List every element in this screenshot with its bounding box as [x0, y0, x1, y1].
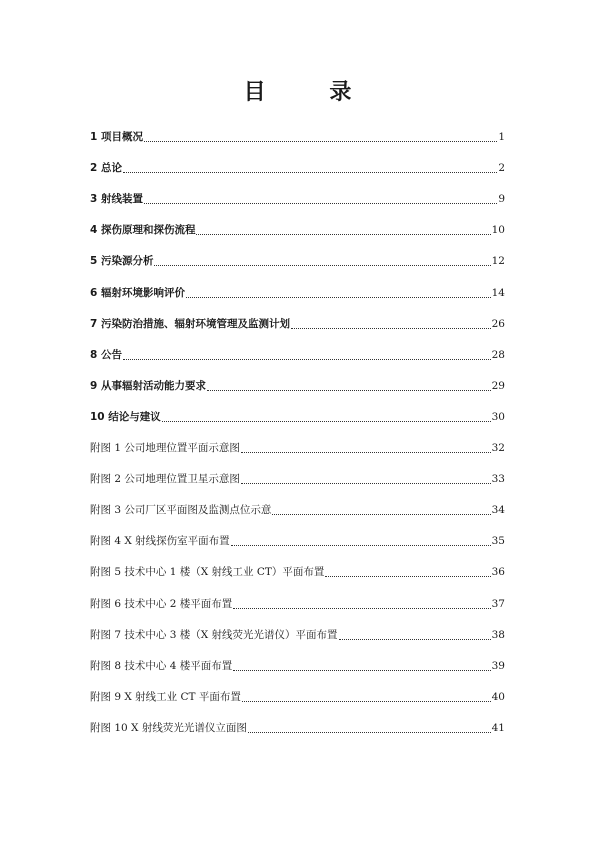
toc-page-number: 30: [491, 410, 505, 423]
toc-figure-entry[interactable]: [90, 675, 505, 706]
toc-entry-label: 6 辐射环境影响评价: [90, 286, 185, 299]
toc-entry-label: 附图 10 X 射线荧光光谱仪立面图: [90, 721, 247, 734]
toc-entry-label: 附图 4 X 射线探伤室平面布置: [90, 535, 230, 548]
toc-dot-leader: [291, 328, 491, 329]
toc-page-number: 10: [491, 224, 505, 237]
toc-dot-leader: [144, 203, 497, 204]
toc-entry-label: 8 公告: [90, 348, 122, 361]
toc-dot-leader: [154, 265, 490, 266]
toc-page-number: 32: [491, 442, 505, 455]
toc-entry-label: 4 探伤原理和探伤流程: [90, 224, 196, 237]
toc-page-number: 39: [491, 659, 505, 672]
toc-section-entry[interactable]: [90, 115, 505, 146]
toc-section-entry[interactable]: [90, 146, 505, 177]
toc-page-number: 1: [498, 131, 505, 144]
toc-entry-label: 1 项目概况: [90, 131, 143, 144]
toc-page-number: 2: [498, 162, 505, 175]
toc-section-entry[interactable]: [90, 302, 505, 333]
toc-page-number: 41: [491, 721, 505, 734]
toc-dot-leader: [248, 732, 491, 733]
toc-page-number: 37: [491, 597, 505, 610]
toc-figure-entry[interactable]: [90, 613, 505, 644]
toc-page-number: 26: [491, 317, 505, 330]
toc-entry-label: 附图 5 技术中心 1 楼（X 射线工业 CT）平面布置: [90, 566, 325, 579]
toc-page-number: 34: [491, 504, 505, 517]
toc-dot-leader: [231, 545, 491, 546]
toc-section-entry[interactable]: [90, 333, 505, 364]
toc-page-number: 29: [491, 379, 505, 392]
toc-section-entry[interactable]: [90, 270, 505, 301]
toc-section-entry[interactable]: [90, 364, 505, 395]
toc-entry-label: 附图 2 公司地理位置卫星示意图: [90, 473, 240, 486]
toc-page-number: 40: [491, 690, 505, 703]
toc-dot-leader: [233, 670, 490, 671]
toc-figure-entry[interactable]: [90, 550, 505, 581]
toc-entry-label: 2 总论: [90, 162, 122, 175]
toc-page-number: 28: [491, 348, 505, 361]
toc-entry-label: 附图 6 技术中心 2 楼平面布置: [90, 597, 233, 610]
toc-section-entry[interactable]: [90, 177, 505, 208]
toc-page-number: 14: [491, 286, 505, 299]
toc-entry-label: 9 从事辐射活动能力要求: [90, 379, 206, 392]
toc-figure-entry[interactable]: [90, 644, 505, 675]
toc-dot-leader: [233, 608, 490, 609]
toc-section-entry[interactable]: [90, 239, 505, 270]
toc-entry-label: 3 射线装置: [90, 193, 143, 206]
toc-entry-label: 7 污染防治措施、辐射环境管理及监测计划: [90, 317, 290, 330]
toc-page-number: 35: [491, 535, 505, 548]
toc-dot-leader: [339, 639, 491, 640]
toc-figure-entry[interactable]: [90, 457, 505, 488]
toc-dot-leader: [325, 576, 490, 577]
page-title: 目 录: [243, 79, 380, 105]
toc-dot-leader: [272, 514, 490, 515]
toc-entry-label: 附图 3 公司厂区平面图及监测点位示意: [90, 504, 272, 517]
toc-figure-entry[interactable]: [90, 519, 505, 550]
toc-page-number: 38: [491, 628, 505, 641]
toc-dot-leader: [196, 234, 490, 235]
toc-section-entry[interactable]: [90, 395, 505, 426]
toc-dot-leader: [186, 297, 491, 298]
toc-dot-leader: [144, 141, 497, 142]
toc-dot-leader: [241, 452, 491, 453]
toc-page-number: 12: [491, 255, 505, 268]
toc-entry-label: 5 污染源分析: [90, 255, 154, 268]
toc-page-number: 9: [498, 193, 505, 206]
toc-figure-entry[interactable]: [90, 581, 505, 612]
toc-dot-leader: [207, 390, 491, 391]
toc-page-number: 33: [491, 473, 505, 486]
toc-entry-label: 附图 1 公司地理位置平面示意图: [90, 442, 240, 455]
toc-figure-entry[interactable]: [90, 706, 505, 737]
toc-dot-leader: [242, 701, 491, 702]
toc-entry-label: 附图 7 技术中心 3 楼（X 射线荧光光谱仪）平面布置: [90, 628, 338, 641]
toc-dot-leader: [241, 483, 491, 484]
toc-list: [90, 115, 505, 737]
toc-entry-label: 附图 9 X 射线工业 CT 平面布置: [90, 690, 241, 703]
toc-page-number: 36: [491, 566, 505, 579]
toc-figure-entry[interactable]: [90, 488, 505, 519]
toc-entry-label: 10 结论与建议: [90, 410, 161, 423]
toc-dot-leader: [123, 172, 497, 173]
toc-entry-label: 附图 8 技术中心 4 楼平面布置: [90, 659, 233, 672]
toc-dot-leader: [162, 421, 491, 422]
toc-section-entry[interactable]: [90, 208, 505, 239]
toc-figure-entry[interactable]: [90, 426, 505, 457]
toc-dot-leader: [123, 359, 491, 360]
